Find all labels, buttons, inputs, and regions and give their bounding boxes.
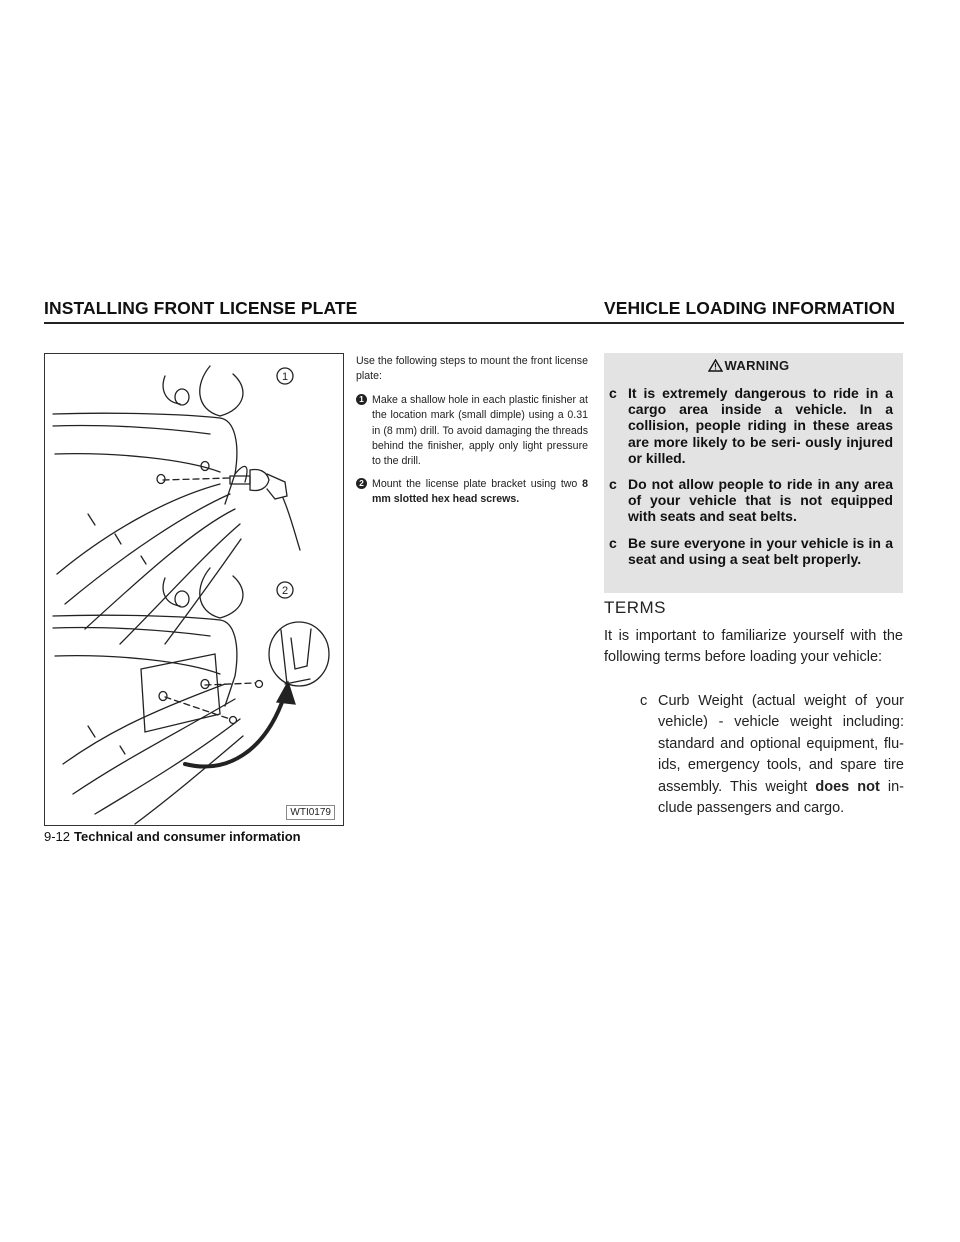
section-header-vehicle-loading: VEHICLE LOADING INFORMATION (604, 298, 896, 318)
bumper-drawing (45, 354, 343, 825)
warning-title: WARNING (724, 358, 790, 373)
section-header-license-plate: INSTALLING FRONT LICENSE PLATE (44, 298, 358, 318)
warning-item (604, 476, 893, 525)
step-2-bold-text: 8 mm slotted hex head screws. (372, 477, 588, 506)
bullet-icon: c (609, 385, 617, 401)
mounting-steps (356, 354, 588, 515)
header-rule (44, 322, 904, 324)
curb-weight-text-end: in- clude passengers and cargo. (658, 778, 904, 817)
license-plate-illustration (44, 353, 344, 826)
page-footer (44, 829, 301, 844)
bullet-icon: c (640, 693, 648, 709)
step-2-text: Mount the license plate bracket using two (372, 477, 583, 490)
terms-list (622, 691, 904, 819)
step-number-1: 1 (356, 394, 367, 405)
curb-weight-emphasis: does not (815, 778, 880, 795)
warning-triangle-icon (708, 359, 723, 375)
callout-2: 2 (281, 585, 289, 597)
steps-intro: Use the following steps to mount the front license plate: (356, 355, 588, 383)
figure-code: WTI0179 (286, 805, 335, 820)
bullet-icon: c (609, 534, 617, 551)
list-item (622, 691, 904, 819)
warning-item-text: Do not allow people to ride in any area of your vehicle that is not equipped with seats and seat belts. (628, 476, 893, 525)
warning-item-text: Be sure everyone in your vehicle is in a seat and using a seat belt properly. (628, 534, 893, 567)
curb-weight-text: Curb Weight (actual weight of your vehicle) - vehicle weight including: standard and optional equipment, flu- ids, emergency tools, and spare tire assembly. This weight (658, 693, 904, 795)
warning-list (604, 385, 893, 567)
footer-section: Technical and consumer information (74, 829, 301, 844)
warning-item (604, 535, 893, 567)
page-number: 9-12 (44, 829, 71, 844)
warning-item-text: It is extremely dangerous to ride in a cargo area inside a vehicle. In a collision, people riding in these areas are more likely to be seri- ously injured or killed. (628, 385, 893, 466)
warning-item (604, 385, 893, 466)
warning-header (604, 353, 893, 375)
step-1-text: Make a shallow hole in each plastic finisher at the location mark (small dimple) using a 0.31 in (8 mm) drill. To avoid damaging the threads behind the finisher, apply only light pressure to the drill. (372, 393, 588, 468)
callout-1: 1 (281, 371, 289, 383)
bullet-icon: c (609, 476, 617, 493)
terms-heading: TERMS (604, 598, 666, 617)
step-1 (356, 393, 588, 470)
warning-box (604, 353, 903, 593)
step-2 (356, 477, 588, 508)
terms-intro: It is important to familiarize yourself with the following terms before loading your vehicle: (604, 628, 903, 665)
step-number-2: 2 (356, 478, 367, 489)
